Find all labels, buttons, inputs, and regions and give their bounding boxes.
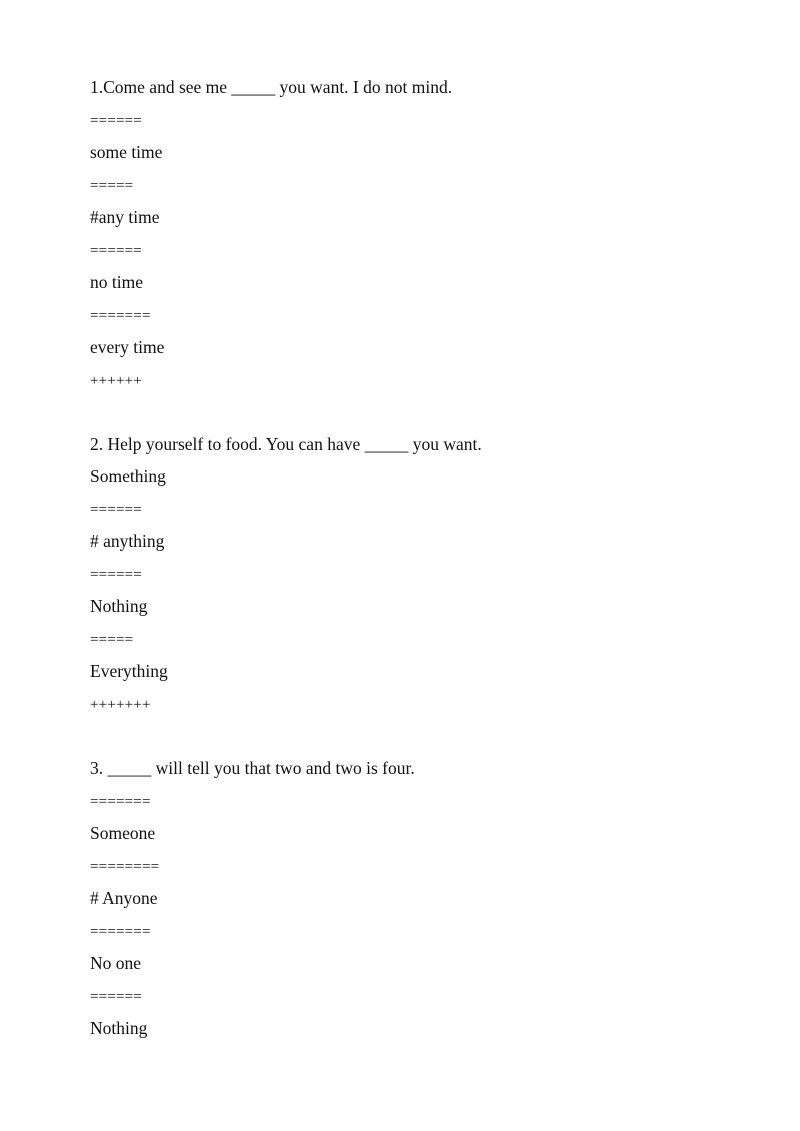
- question-1-separator: ======: [90, 113, 142, 129]
- q2-option-b: # anything: [90, 531, 165, 551]
- question-3-text: 3. _____ will tell you that two and two is four.: [90, 758, 415, 778]
- q1-end-marker: ++++++: [90, 373, 142, 389]
- q3-option-b-separator: =======: [90, 924, 151, 940]
- q1-option-b: #any time: [90, 207, 160, 227]
- q2-option-a-separator: ======: [90, 502, 142, 518]
- question-2-text: 2. Help yourself to food. You can have _____ you want.: [90, 434, 482, 454]
- q3-option-a: Someone: [90, 823, 156, 843]
- q2-option-b-separator: ======: [90, 567, 142, 583]
- q2-end-marker: +++++++: [90, 697, 151, 713]
- q3-option-c: No one: [90, 953, 142, 973]
- q1-option-b-separator: ======: [90, 243, 142, 259]
- q2-option-a: Something: [90, 466, 166, 486]
- q1-option-a: some time: [90, 142, 163, 162]
- question-3-separator: =======: [90, 794, 151, 810]
- q3-option-d: Nothing: [90, 1018, 148, 1038]
- q1-option-c: no time: [90, 272, 143, 292]
- q1-option-d: every time: [90, 337, 165, 357]
- q2-option-c-separator: =====: [90, 632, 134, 648]
- q3-option-b: # Anyone: [90, 888, 158, 908]
- question-1-text: 1.Come and see me _____ you want. I do not mind.: [90, 77, 453, 97]
- q3-option-c-separator: ======: [90, 989, 142, 1005]
- q1-option-a-separator: =====: [90, 178, 134, 194]
- q2-option-c: Nothing: [90, 596, 148, 616]
- q1-option-c-separator: =======: [90, 308, 151, 324]
- q3-option-a-separator: ========: [90, 859, 160, 875]
- q2-option-d: Everything: [90, 661, 168, 681]
